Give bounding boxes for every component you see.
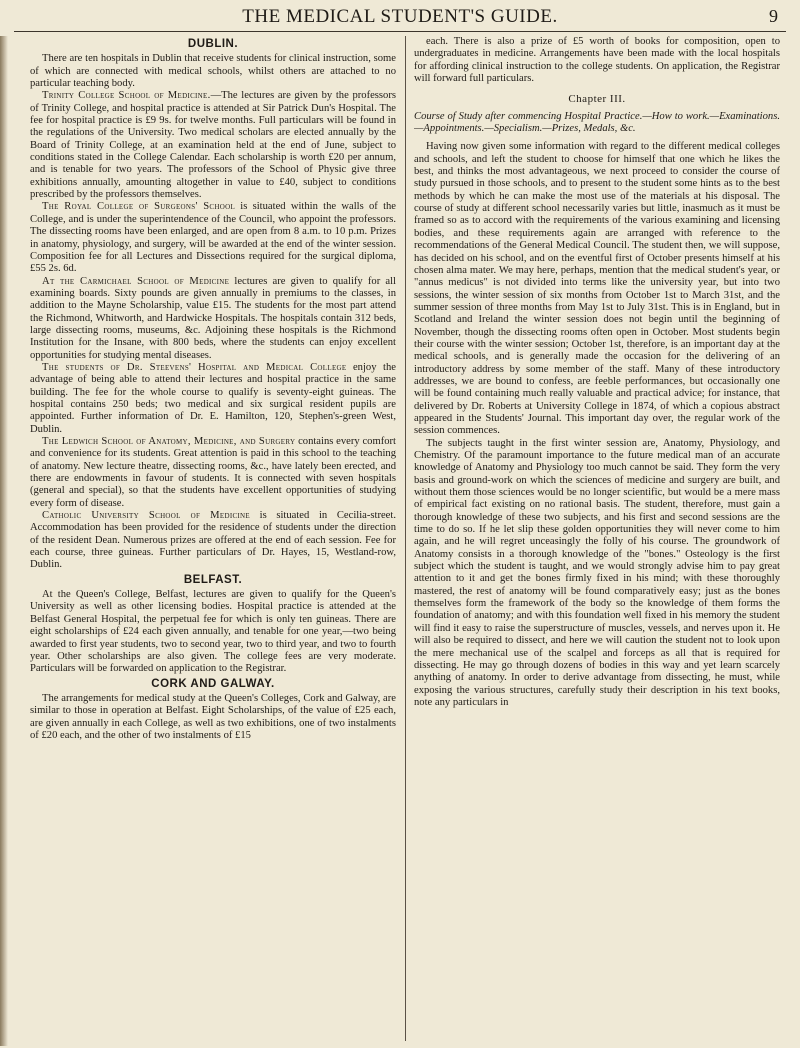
paragraph [30, 276, 396, 362]
column-divider [405, 36, 406, 1041]
page-number: 9 [769, 6, 778, 26]
paragraph [30, 589, 396, 675]
paragraph [30, 362, 396, 436]
header-rule [14, 31, 786, 32]
paragraph-lead: Catholic University School of Medicine [42, 510, 250, 522]
paragraph-text: The subjects taught in the first winter session are, Anatomy, Physiology, and Chemistry. Of the paramount importance to the future medical man of an accurate knowledge of Anatomy and Physiology too much cannot be said. They form the very basis and ground-work on which the sciences of medicine and surgery are built, and without them those sciences would be no longer scientific, but would be a mere mass of empirical fact existing on no rational basis. The student, therefore, must gain a thorough knowledge of these two subjects, and his first and second sessions are the time to do so. If he let slip these golden opportunities they will never come to him again, and he will regret unceasingly the folly of his course. The groundwork of Anatomy consists in a thorough knowledge of the "bones." Osteology is the first subject which the student is taught, and we would strongly advise him to pay great attention to it and get the bones firmly fixed in his mind; with these thoroughly mastered, the rest of anatomy will be found comparatively easy; just as the bones themselves form the framework of the body so the knowledge of them forms the foundation of anatomy; and with this foundation well fixed in his memory the student will find it easy to raise the superstructure of muscles, vessels, and nerves upon it. He will also be required to dissect, and here we will caution the student not to look upon the mere mechanical use of the scalpel and forceps as all that is required for dissecting. He may go through dozens of bodies in this way and yet learn scarcely anything of anatomy. In order to derive advantage from dissecting, he must, while exposing the various structures, carefully study their description in his text books, note any particulars in [414, 437, 780, 708]
paragraph-text: each. There is also a prize of £5 worth of books for composition, open to undergraduates in medicine. Arrangements have been made with the local hospitals for affording clinical instruction to the college students. On application, the Registrar will forward full particulars. [414, 36, 780, 85]
paragraph-text: At the Queen's College, Belfast, lectures are given to qualify for the Queen's University as well as other licensing bodies. Hospital practice is attended at the Belfast General Hospital, the perpetual fee for which is only ten guineas. There are eight scholarships of £24 each given annually, and tenable for one year,—two being awarded to first year students, two to second year, two to third year, and two to fourth year. Other scholarships are also given. The college fees are very moderate. Particulars will be forwarded on application to the Registrar. [30, 589, 396, 675]
paragraph-lead: The students of Dr. Steevens' Hospital and Medical College [42, 361, 347, 373]
chapter-summary: Course of Study after commencing Hospital Practice.—How to work.—Examinations.—Appointments.—Specialism.—Prizes, Medals, &c. [414, 110, 780, 135]
paragraph-text: is situated within the walls of the College, and is under the superintendence of the Council, who appoint the professors. The dissecting rooms have been enlarged, and are open from 8 a.m. to 10 p.m. Prizes in anatomy, physiology, and surgery, will be awarded at the end of the winter session. Composition fee for all Lectures and Dissections required for the surgical diploma, £55 2s. 6d. [30, 201, 396, 275]
paragraph [30, 436, 396, 510]
paragraph-text: —The lectures are given by the professors of Trinity College, and hospital practice is attended at Sir Patrick Dun's Hospital. The fee for hospital practice is £9 9s. for twelve months. Full particulars will be found in the regulations of the University. Two medical scholars are elected annually by the Board of Trinity College, at an examination held at the end of June, subject to conditions stated in the College Calendar. Each scholarship is worth £20 per annum, and is tenable for two years. The professors of the School of Physic give three exhibitions annually, amounting altogether in value to £40, subject to conditions prescribed by the professors themselves. [30, 90, 396, 201]
section-heading: BELFAST. [183, 573, 243, 586]
page-binding-shadow [0, 36, 8, 1046]
paragraph-text: Having now given some information with regard to the different medical colleges and schools, and left the student to choose for himself that one which he likes the best, and thinks the most advantageous, we next proceed to consider the course of study pursued in those schools, and to present to the student some hints as to the best methods by which he can make the most use of the materials at his disposal. The course of study at different school necessarily varies but little, inasmuch as it must be framed so as to accord with the requirements of the various examining and licensing bodies, and these requirements again are arranged with reference to the recommendations of the General Medical Council. The student then, we will suppose, has decided on his school, and on the eventful first of October presents himself at his chosen alma mater. We may here, perhaps, mention that the medical student's year, or "annus medicus" is not divided into terms like the university year, but into two sessions, the winter session of six months from October 1st to March 31st, and the summer session of three months from May 1st to July 31st. This is in England, but in Scotland and Ireland the winter session does not begin until the beginning of November, though the dissecting rooms often open in October. Most students begin their course with the winter session; October 1st, therefore, is an important day at the medical schools, and is generally made the occasion for the delivering of an introductory address by some member of the staff. Many of these introductory addresses, we are bound to confess, are feeble performances, but occasionally one will be found containing much really valuable and practical advice; for instance, that delivered by Dr. Roberts at University College in 1874, of which a copious abstract appeared in the Students' Journal. This important day over, the regular work of the session commences. [414, 141, 780, 437]
paragraph [30, 693, 396, 742]
right-column [414, 36, 780, 1042]
paragraph [30, 510, 396, 572]
paragraph-text: lectures are given to qualify for all examining boards. Sixty pounds are given annually in premiums to the classes, in addition to the Mayne Scholarship, value £15. The students for the most part attend the Richmond, Whitworth, and Hardwicke Hospitals. The hospitals contain 312 beds, large dissecting rooms, museums, &c. Adjoining these hospitals is the Richmond Institution for the Insane, with 800 beds, where the students can enjoy excellent opportunities for studying mental diseases. [30, 275, 396, 361]
section-heading: DUBLIN. [187, 38, 239, 50]
paragraph-lead: The Royal College of Surgeons' School [42, 201, 236, 213]
paragraph-lead: At the Carmichael School of Medicine [42, 275, 230, 287]
paragraph-text: There are ten hospitals in Dublin that receive students for clinical instruction, some of which are connected with medical schools, whilst others are attached to no particular teaching body. [30, 53, 396, 90]
page-header [0, 0, 800, 34]
section-heading: CORK AND GALWAY. [151, 677, 275, 690]
chapter-heading: Chapter III. [568, 93, 626, 106]
paragraph [30, 90, 396, 201]
paragraph [414, 36, 780, 85]
paragraph-text: enjoy the advantage of being able to attend their lectures and hospital practice in the same building. The fee for the whole course to qualify is seventy-eight guineas. The hospital contains 250 beds; two medical and six surgical resident pupils are appointed. Further information of Dr. E. Hamilton, 120, Stephen's-green West, Dublin. [30, 361, 396, 435]
running-title: THE MEDICAL STUDENT'S GUIDE. [242, 6, 558, 27]
paragraph-lead: The Ledwich School of Anatomy, Medicine, and Surgery [42, 436, 296, 447]
paragraph-text: The arrangements for medical study at the Queen's Colleges, Cork and Galway, are similar to those in operation at Belfast. Eight Scholarships, of the value of £25 each, are given annually in each College, as well as two exhibitions, one of two instalments of £20 each, and the other of two instalments of £15 [30, 692, 396, 741]
paragraph [30, 201, 396, 275]
paragraph [414, 438, 780, 710]
paragraph [30, 53, 396, 90]
paragraph-text: contains every comfort and convenience for its students. Great attention is paid in this school to the teaching of anatomy. New lecture theatre, dissecting rooms, &c., have lately been erected, and there are endowments in favour of students. It is connected with seven hospitals (general and special), so that the students have excellent opportunities of studying every form of disease. [30, 436, 396, 509]
paragraph-lead: Trinity College School of Medicine. [42, 90, 211, 102]
paragraph [414, 141, 780, 437]
paragraph-text: is situated in Cecilia-street. Accommodation has been provided for the residence of students under the direction of the resident Dean. Numerous prizes are offered at the end of each session. Fee for each course, three guineas. Further particulars of Dr. Hayes, 15, Westland-row, Dublin. [30, 510, 396, 571]
left-column [30, 36, 396, 1042]
